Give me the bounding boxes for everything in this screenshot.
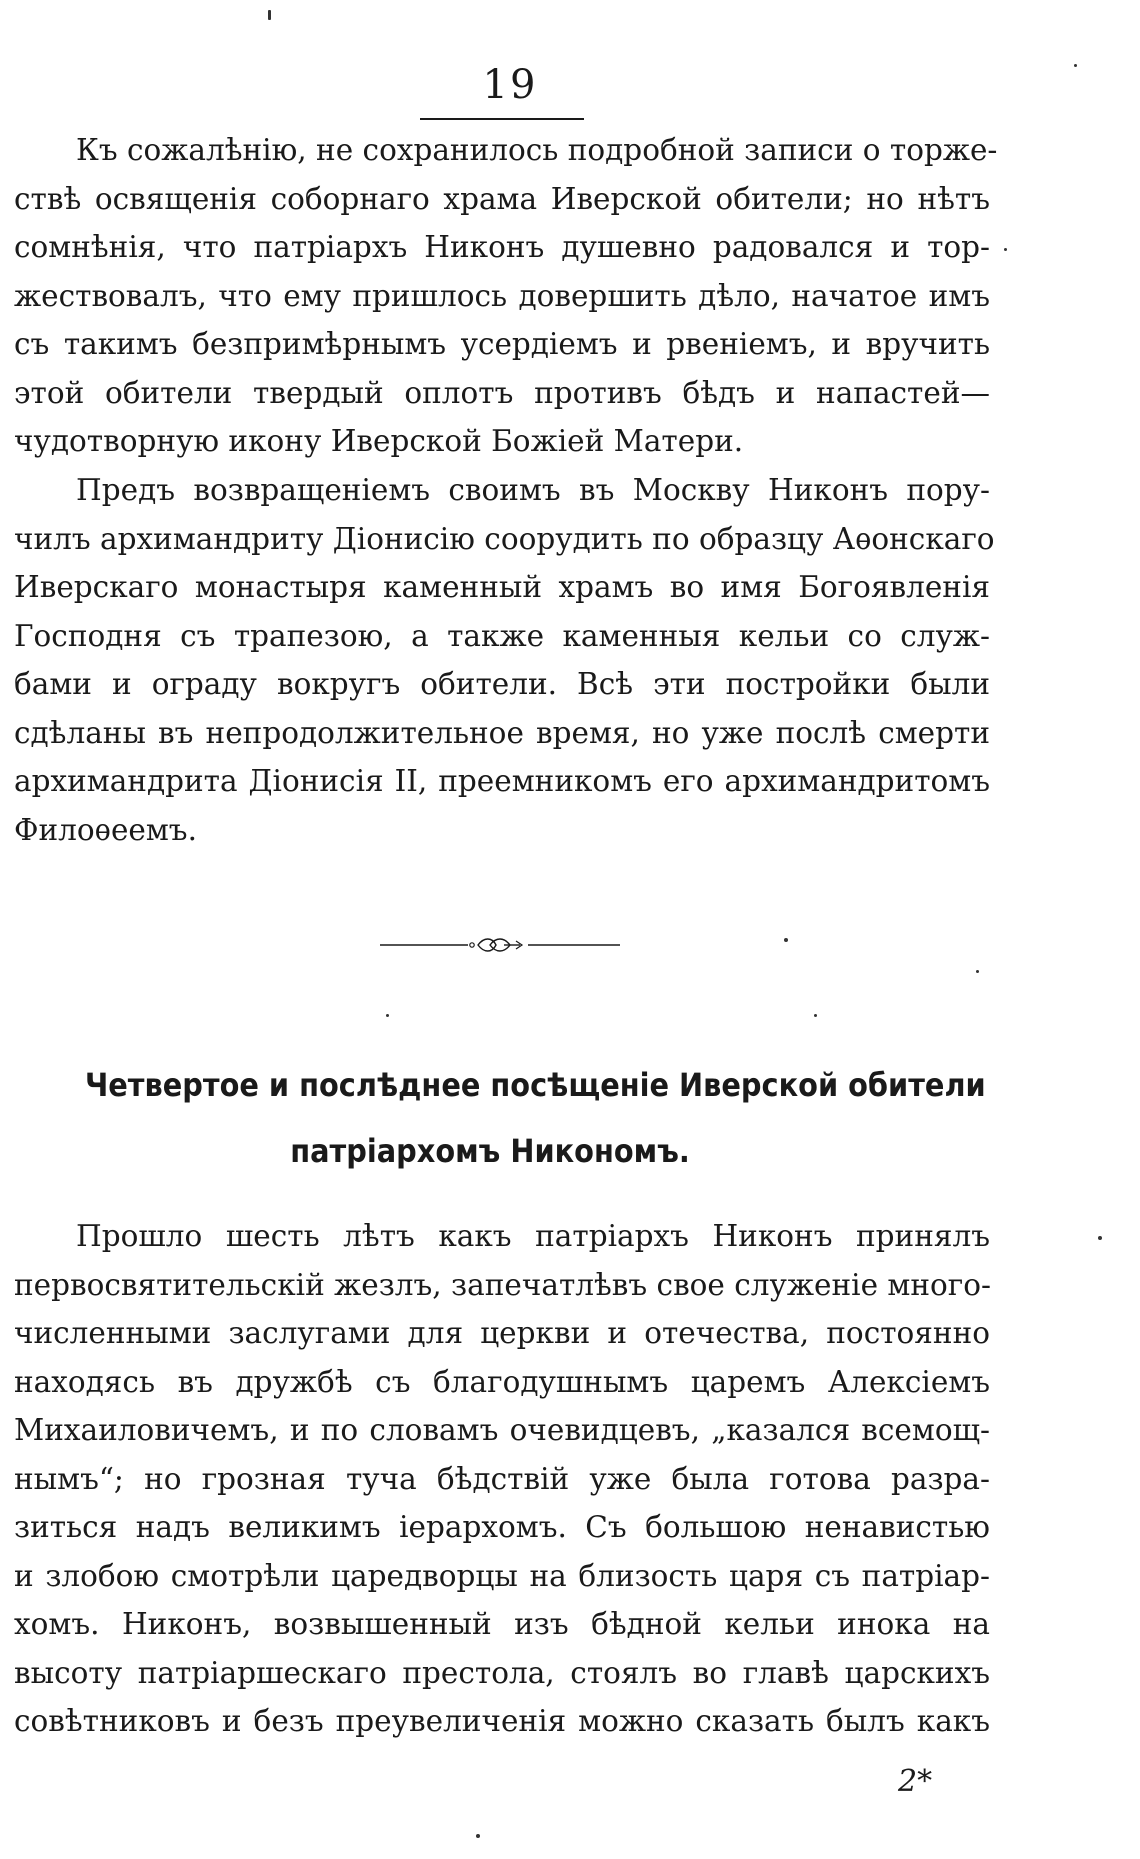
text-line: съ такимъ безпримѣрнымъ усердіемъ и рвеніемъ, и вручить [14, 327, 990, 361]
print-speck [386, 1014, 389, 1017]
text-line: чилъ архимандриту Діонисію соорудить по образцу Аѳонскаго [14, 521, 995, 556]
text-line: этой обители твердый оплотъ противъ бѣдъ и напастей— [14, 375, 990, 410]
text-line: жествовалъ, что ему пришлось довершить дѣло, начатое имъ [14, 278, 990, 313]
text-line: сдѣланы въ непродолжительное время, но уже послѣ смерти [14, 715, 990, 750]
text-line: хомъ. Никонъ, возвышенный изъ бѣдной кельи инока на [14, 1607, 990, 1641]
text-line: совѣтниковъ и безъ преувеличенія можно сказать былъ какъ [14, 1704, 990, 1738]
text-line: и злобою смотрѣли царедворцы на близость царя съ патріар- [14, 1558, 990, 1593]
text-line: Прошло шесть лѣтъ какъ патріархъ Никонъ принялъ [76, 1219, 990, 1253]
text-line: Предъ возвращеніемъ своимъ въ Москву Никонъ пору- [76, 473, 990, 507]
paragraph-2 [14, 466, 995, 854]
text-line: первосвятительскій жезлъ, запечатлѣвъ свое служеніе много- [14, 1267, 991, 1302]
text-line: Иверскаго монастыря каменный храмъ во имя Богоявленія [14, 570, 990, 604]
text-line: численными заслугами для церкви и отечества, постоянно [14, 1316, 990, 1350]
text-line: Михаиловичемъ, и по словамъ очевидцевъ, „казался всемощ- [14, 1413, 990, 1447]
text-line: Филоѳеемъ. [14, 812, 197, 847]
print-speck [1098, 1236, 1102, 1240]
text-line: нымъ“; но грозная туча бѣдствій уже была готова разра- [14, 1461, 990, 1496]
sheet-signature: 2* [898, 1764, 933, 1799]
paragraph-3 [14, 1212, 990, 1746]
text-line: Господня съ трапезою, а также каменныя кельи со служ- [14, 618, 990, 653]
paragraph-1 [14, 126, 998, 466]
print-speck [814, 1014, 817, 1017]
print-speck [784, 938, 788, 942]
print-speck [476, 1834, 480, 1838]
print-speck [1004, 248, 1007, 251]
text-line: ствѣ освященія соборнаго храма Иверской обители; но нѣтъ [14, 181, 990, 216]
section-heading-line: Четвертое и послѣднее посѣщеніе Иверской обители [85, 1066, 986, 1104]
page-number: 19 [482, 62, 538, 108]
text-line: бами и ограду вокругъ обители. Всѣ эти постройки были [14, 667, 990, 701]
text-line: чудотворную икону Иверской Божіей Матери. [14, 424, 744, 458]
text-line: сомнѣнія, что патріархъ Никонъ душевно радовался и тор- [14, 230, 990, 264]
text-line: находясь въ дружбѣ съ благодушнымъ царемъ Алексіемъ [14, 1364, 990, 1399]
print-speck [976, 970, 979, 973]
section-divider-ornament [380, 934, 620, 956]
page-number-rule [420, 118, 584, 120]
text-line: высоту патріаршескаго престола, стоялъ во главѣ царскихъ [14, 1655, 990, 1690]
section-heading [85, 1052, 986, 1184]
print-speck [1074, 64, 1077, 67]
section-heading-line: патріархомъ Никономъ. [290, 1132, 690, 1170]
text-line: архимандрита Діонисія II, преемникомъ его архимандритомъ [14, 764, 990, 798]
text-line: зиться надъ великимъ іерархомъ. Съ большою ненавистью [14, 1510, 990, 1544]
text-line: Къ сожалѣнію, не сохранилось подробной записи о торже- [76, 133, 998, 167]
print-speck [268, 10, 271, 20]
